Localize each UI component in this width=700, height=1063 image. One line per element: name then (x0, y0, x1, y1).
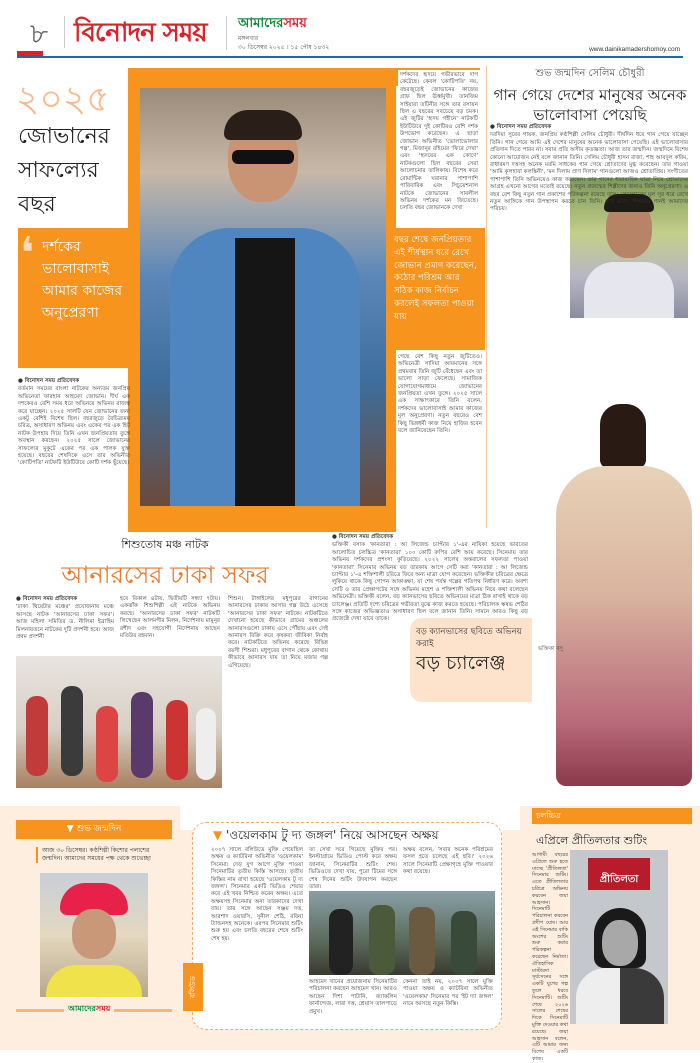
website-link[interactable]: www.dainikamadershomoy.com (589, 46, 680, 53)
pullquote: বছর শেষে জনপ্রিয়তার এই শীর্ষস্থান ধরে রেখে জোভান প্রমাণ করেছেন, কঠোর পরিশ্রম আর সঠিক কাজ নির্বাচন করলেই সফলতা পাওয়া যায় (394, 235, 477, 322)
akshay-article (189, 822, 502, 1030)
headline: গান গেয়ে দেশের মানুষের অনেক ভালোবাসা পেয়েছি (493, 86, 687, 124)
body: আগামী বছরের এপ্রিলে শুরু হতে যাচ্ছে 'প্রীতিলতা' সিনেমার শুটিং। এতে প্রীতিলতার চরিত্রে অভিনয় করবেন জয়া আহসান। সিনেমাটি পরিচালনা করবেন প্রদীপ ঘোষ। আর এই সিনেমার বাকি অংশের শুটিং শুরু করার পরিকল্পনা করেছেন নির্মাতা। ঐতিহাসিক মাস্টারদা সূর্যসেনের সঙ্গে একটি যুগের গল্প তুলে ধরবে সিনেমাটি। শুটিং শেষে ২০২৬ সালের শেষের দিকে সিনেমাটি মুক্তি দেওয়ার কথা রয়েছে। জয়া আহসান বলেন, এটি আমার জন্য বিশেষ একটি কাজ। (532, 852, 568, 1062)
col1: ২০০৭ সালে বলিউডে মুক্তি পেয়েছিল অক্ষয় ও ক্যাটরিনা অভিনীত 'ওয়েলকাম' সিনেমা। দেড় যুগ আগে মুক্তি পাওয়া সিনেমাটির তৃতীয় কিস্তি আসছে। তৃতীয় কিস্তির নাম রাখা হয়েছে 'ওয়েলকাম টু দ্য জঙ্গল'। সিনেমার একটি ভিডিও শেয়ার করে এই খবর নিশ্চিত করেন অক্ষয়। এতে অক্ষয়সহ সিনেমার অন্য তারকাদের দেখা যায়। তার সঙ্গে আছেন সঞ্জয় দত্ত, আরশাদ ওয়ারসি, সুনীল শেঠি, রবিনা ট্যান্ডনসহ অনেকে। এরপর সিনেমার শুটিং শুরু হয় এবং চলতি বছরের শেষে শুটিং শেষ হয়। (211, 847, 303, 942)
jovan-article (0, 62, 485, 532)
paragraph: বর্তমান সময়ের বাংলা নাটকের অন্যতম জনপ্রিয় অভিনেতা ফারহান আহমেদ জোভান। দীর্ঘ এক দশকেরও বেশি সময় ধরে অভিনয়ে অভিনয় রাজত্ব করে যাচ্ছেন। ২০২৫ সালটি যেন জোভানের জন্য একটু বেশিই বিশেষ ছিল। বছরজুড়ে বৈচিত্র্যময় চরিত্র, অসাধারণ অভিনয় এবং একের পর এক হিট নাটক উপহার দিয়ে তিনি এখন জনপ্রিয়তার তুঙ্গে অবস্থান করছেন। ২০২৫ সালে জোভানের সাফল্যের মুকুটে একের পর এক পালক যুক্ত হয়েছে। বছরের শেষদিকে এসে তার অভিনীত 'কোটিপতি' নাটকটি ইউটিউবে কোটি দর্শক ছুঁয়েছে। (18, 386, 130, 467)
child (26, 696, 48, 776)
title: শুভ জন্মদিন (76, 824, 122, 834)
dress (556, 466, 692, 786)
logo-part: আমাদের (238, 16, 284, 31)
divider (64, 16, 65, 48)
pritilata-poster (570, 850, 668, 1024)
hair (224, 110, 302, 140)
quote-box (18, 228, 136, 368)
paragraph: 'ঢাকা থিয়েটার মঞ্চের' প্রযোজনায় মঞ্চে আসছে নাটক 'আনারসের ঢাকা সফর'। আজ মহিলা সমিতির ড. নীলিমা ইব্রাহিম মিলনায়তনে নাটকের দুটি প্রদর্শনী হবে। আজ প্রথম প্রদর্শনী (16, 604, 114, 641)
caption: ভক্তিকা বসু (538, 646, 563, 652)
child (131, 692, 153, 778)
page-number: ৮ (30, 17, 49, 50)
actor (329, 909, 353, 975)
bollywood-tag: বলিউড (183, 963, 203, 1011)
date: ৩০ ডিসেম্বর ২০২৫ । ১৫ পৌষ ১৪৩২ (238, 44, 330, 51)
tshirt (235, 238, 295, 506)
header-rule (17, 56, 683, 58)
logo-part: সময় (95, 1004, 111, 1013)
divider (226, 16, 227, 50)
quote-text: দর্শকের ভালোবাসাই আমার কাজের অনুপ্রেরণা (42, 239, 123, 321)
byline: ● বিনোদন সময় প্রতিবেদক (490, 124, 552, 130)
rukmini-article (332, 534, 530, 794)
hair (600, 404, 646, 468)
headline: এপ্রিলে প্রীতিলতার শুটিং (536, 834, 648, 847)
triangle-icon: ▼ (213, 828, 227, 842)
headline-row (213, 827, 501, 847)
paper-logo (238, 14, 307, 35)
headline: আনারসের ঢাকা সফর (61, 561, 269, 589)
film-article (532, 808, 692, 1062)
kicker: শিশুতোষ মঞ্চ নাটক (121, 538, 209, 551)
byline: ● বিনোদন সময় প্রতিবেদক (332, 534, 394, 540)
col3: শিশুন। টাঙ্গাইলের মধুপুরের বাগানের আনারসের ঢাকায় আসার গল্প উঠে এসেছে 'আনারসের ঢাকা সফর' নাটকে। নাটকটিতে দেখানো হয়েছে কীভাবে গ্রামের অঞ্চলের আনারসগুলো ঢাকায় এসে পৌঁছায় এবং সেই আনারস বিক্রি করে কৃষকরা জীবিকা নির্বাহ করে। নাটকটিতে অভিনয় করেছে বিভিন্ন বয়সী শিশুরা। মধুপুরের বাগান থেকে কোথায় কীভাবে আনারস যায় তা নিয়ে মজার গল্প এগিয়েছে। (228, 596, 328, 669)
callout-small: বড় ক্যানভাসের ছবিতে অভিনয় করাই (416, 627, 522, 649)
anaros-article (0, 532, 330, 794)
children-photo (16, 656, 222, 788)
actor (369, 905, 395, 975)
logo-part: আমাদের (68, 1004, 96, 1013)
col-bottom2: কেননা তাই নয়, ২০০৭ সালে মুক্তি পাওয়া অক্ষয় ও ক্যাটরিনা অভিনীত 'ওয়েলকাম' সিনেমার পর 'ইট দ্যা জঙ্গল' নামে আসছে নতুন কিস্তি। (403, 979, 493, 1008)
birthday-text: আজ ৩০ ডিসেম্বর। কণ্ঠশিল্পী কিশোর পলাশের জন্মদিন। আমাদের সময়ের পক্ষ থেকে শুভেচ্ছা (36, 847, 152, 863)
shirt (46, 965, 142, 997)
year: ২০২৫ (16, 79, 110, 120)
sari (576, 968, 664, 1024)
body-left (18, 378, 130, 524)
face (72, 909, 116, 959)
headline: জোভানের সাফল্যের বছর (18, 124, 110, 217)
day: মঙ্গলবার (238, 35, 259, 42)
col1 (16, 596, 114, 652)
body-bottom-right: গেছে বেশ কিছু নতুন জুটিতেও। অভিনেত্রী সাদিয়া আয়মানের সঙ্গে প্রথমবার তিনি জুটি বেঁধেছেন এবং তা ভালো সাড়া ফেলেছে। সামাজিক যোগাযোগমাধ্যমে জোভানের জনপ্রিয়তা এখন তুঙ্গে। ২০২৫ সালে এক সাক্ষাৎকারে তিনি বলেন, দর্শকদের ভালোবাসাই আমার কাজের মূল অনুপ্রেরণা। নতুন বছরেও বেশ কিছু ভিন্নধর্মী কাজ নিয়ে হাজির হবেন বলে জানিয়েছেন তিনি। (398, 354, 482, 435)
actor (409, 907, 435, 975)
welcome-photo (309, 891, 495, 975)
birthday-footer (16, 1005, 172, 1015)
jovan-photo (140, 88, 386, 506)
actor (451, 911, 477, 975)
col-bottom1: আহমেদ খানের প্রযোজনায় সিনেমাটির পরিচালনা করছেন আহমেদ খান। আরও আছেন দিশা পাটানি, জ্যাকলিন ফার্নান্দেজ, লারা দত্ত, শ্রেয়াস তালপাড়ে প্রমুখ। (309, 979, 397, 1015)
paragraph: দরদিয়া সুরের গায়ক, জনপ্রিয় কণ্ঠশিল্পী সেলিম চৌধুরী। দীর্ঘদিন ধরে গান গেয়ে যাচ্ছেন তিনি। গান গেয়ে আমি এই দেশের মানুষের অনেক ভালোবাসা পেয়েছি। এই ভালোবাসার প্রতিদান দিতে পারব না। সবার প্রতি অসীম কৃতজ্ঞতা। আজ তার জন্মদিন। জন্মদিনে বিশেষ কোনো আয়োজন নেই বলে জানান তিনি। সেলিম চৌধুরী হাসন রাজা, শাহ আবদুল করিম, রাধারমণ দত্তসহ অনেক মরমি সাধকের গান গেয়ে শ্রোতাদের মুগ্ধ করেছেন। তার গাওয়া 'আমি কূলহারা কলঙ্কিনী', 'মন দিলাম প্রাণ দিলাম' গানগুলো আজও শ্রোতাপ্রিয়। সংগীতের পাশাপাশি তিনি অভিনয়েও কাজ করেছেন। তার গানের ধারাবাহিক যাত্রা নিয়ে শ্রোতাদের আগ্রহ এখনো আগের মতোই রয়েছে। নতুন প্রজন্মের শিল্পীদের জন্যও তিনি অনুপ্রেরণা। এ বছর বেশ কিছু নতুন গান প্রকাশের পরিকল্পনা রয়েছে তার। লোকগানের মূল সুর ধরে রেখে নতুন আঙ্গিকে গান উপস্থাপন করতে চান তিনি। তার মতে, শিকড়ের গানই আমাদের পরিচয়। (490, 132, 688, 213)
triangle-icon: ▼ (66, 824, 77, 834)
actress-photo (532, 396, 694, 790)
quote-mark-icon: ❛ (20, 228, 35, 279)
body-top-right: দর্শকদের হৃদয়ে গভীরভাবে দাগ কেটেছে। কেবল 'কোটিপতি' নয়, বছরজুড়েই জোভানের কাজের গ্রাফ ছিল ঊর্ধ্বমুখী। তানজিম সাইয়ারা তটিনীর সঙ্গে তার রসায়ন ছিল এ বছরের সবচেয়ে বড় চমক। এই জুটির 'হৃদয় গহীনে' নাটকটি ইউটিউবে দুই কোটিরও বেশি দর্শক উপভোগ করেছেন। এ ছাড়া জোভান অভিনীত 'ভোলাভোলার গল্প', মিজানুর রহিমের 'ফিরে দেখা' এবং 'হৃদয়ের এক কোণে' নাটকগুলো ছিল বছরের সেরা আলোচনার তালিকায়। বিশেষ করে রোমান্টিক ঘরানার পাশাপাশি পারিবারিক এবং সিচুয়েশনাল নাটকে জোভানের সাবলীল অভিনয় দর্শকের মন জিতেছে। চলতি বছর জোভানকে দেখা (398, 70, 480, 228)
callout-big: বড় চ্যালেঞ্জ (416, 652, 506, 674)
section-label: চলচ্চিত্র (536, 811, 561, 820)
kicker: শুভ জন্মদিন সেলিম চৌধুরী (535, 68, 645, 79)
col3: অক্ষয় বলেন, 'সবার অনেক পরিশ্রমের ফসল হতে চলেছে এই ছবি।' ২০২৬ সালে সিনেমাটি প্রেক্ষাগৃহে মুক্তি পাওয়ার কথা রয়েছে। (403, 847, 493, 876)
col2: তা সেখা সরে গিয়েছে মুক্তির পর। ইনস্টাগ্রামে ভিডিও পোস্ট করে অক্ষয় জানান, সিনেমাটির শুটিং শেষ। ভিডিওতে দেখা যায়, পুরো টিমের সঙ্গে শেষ দিনের শুটিং উদযাপন করছেন তারা। (309, 847, 397, 891)
child (61, 686, 83, 776)
birthday-header (16, 820, 172, 839)
headline: 'ওয়েলকাম টু দ্য জঙ্গল' নিয়ে আসছেন অক্ষয় (226, 828, 439, 842)
page-header (0, 0, 700, 60)
child (196, 708, 216, 780)
face (602, 920, 638, 966)
child (96, 706, 118, 782)
byline: ● বিনোদন সময় প্রতিবেদক (18, 378, 80, 384)
column-rule (486, 66, 487, 528)
byline: ● বিনোদন সময় প্রতিবেদক (16, 596, 78, 602)
paragraph: ভক্তিকী বসাক 'কানতারা : আ লিজেন্ড চ্যাপ্টার ১'-এর নায়িকা হয়েছে ভারতের আলোচিত চলচ্চিত্র 'কানতারা' ১০০ কোটি রুপির বেশি আয় করেছে। সিনেমায় তার অভিনয় দর্শকদের প্রশংসা কুড়িয়েছে। ২০২২ সালের অন্তরালের সফলতা পাওয়া 'কানতারা' সিনেমার অভিনয় বড় তারকায় আগে সেটি করা 'কানতারা : আ লিজেন্ড চ্যাপ্টার ১'-এ শক্তিশালী চরিত্রে ফিরে অন্য মাত্রা যোগ করেছেন। ভক্তিকীর চরিত্রের ক্ষেত্রে লুকিয়ে থাকে কিছু গোপন আকাঙ্ক্ষা, যা শেষ পর্যন্ত গল্পের গতিপথ নির্ধারণ করে। অবশ্য সেটি ও তার প্রেক্ষাপটের সঙ্গে অভিনয় মহেশ ও শক্তিশালী অভিনয় নিয়ে কথা বলেছেন অভিনেত্রী। ভক্তিকী বলেন, বড় ক্যানভাসের ছবিতে অভিনয়ের মাত্রা ঠিক রাখাই থাকে বড় চ্যালেঞ্জ। প্রতিটি দৃশ্যে চরিত্রের গভীরতা বুঝে কাজ করতে হয়েছে। পরিচালক ঋষভ শেঠির সঙ্গে কাজের অভিজ্ঞতাও অসাধারণ ছিল বলে জানান তিনি। সামনে আরও কিছু বড় প্রজেক্টে দেখা যাবে তাকে। (332, 542, 528, 623)
pullquote-box (388, 228, 485, 350)
logo-part: সময় (283, 16, 307, 31)
section-logo: বিনোদন সময় (74, 18, 207, 48)
callout-box (410, 618, 532, 702)
child (166, 700, 188, 780)
sunglasses-icon (232, 150, 294, 164)
col2: হবে বিকাল ৪টায়, দ্বিতীয়টি সন্ধ্যা ৭টায়। একঝাঁক শিশুশিল্পী এই নাটকে অভিনয় করছে। 'আনারসের ঢাকা সফর' নাটকটি লিখেছেন আলমগীর মিলন, নির্দেশনায় মামুনুর রশীদ এবং সহযোগী নির্দেশনায় আছেন মতিউর রহমান। (120, 596, 220, 640)
poster-title: প্রীতিলতা (588, 858, 650, 890)
section-bar (532, 808, 692, 824)
birthday-box (16, 820, 172, 1040)
kishore-photo (40, 873, 148, 997)
paper-logo (64, 1003, 114, 1016)
